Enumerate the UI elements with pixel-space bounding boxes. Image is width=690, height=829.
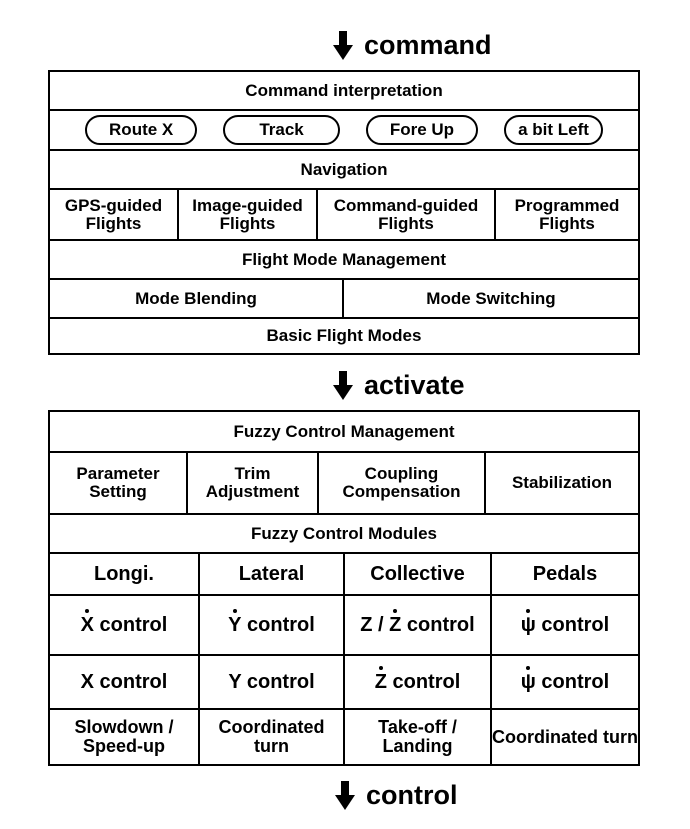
down-arrow-icon bbox=[332, 371, 354, 401]
z-prefix: Z / bbox=[360, 613, 390, 636]
flight-image-guided: Image-guided Flights bbox=[179, 190, 318, 239]
fuzzy-control-modules-title: Fuzzy Control Modules bbox=[250, 523, 438, 543]
takeoff-landing: Take-off / Landing bbox=[345, 710, 492, 764]
fuzzy-control-management-row bbox=[50, 412, 638, 453]
flight-mode-management-title: Flight Mode Management bbox=[242, 249, 446, 269]
header-lateral: Lateral bbox=[200, 554, 345, 594]
modules-row-1 bbox=[50, 596, 638, 656]
psi-dot-symbol-2: ψ bbox=[520, 670, 536, 693]
slowdown-speedup: Slowdown / Speed-up bbox=[50, 710, 200, 764]
command-interpretation-title: Command interpretation bbox=[245, 80, 443, 100]
header-collective: Collective bbox=[345, 554, 492, 594]
mode-switching: Mode Switching bbox=[426, 288, 556, 308]
management-items-row bbox=[50, 453, 638, 515]
psi-dot-symbol: ψ bbox=[520, 613, 536, 636]
modules-row-3 bbox=[50, 710, 638, 764]
z-dot-symbol: Z bbox=[389, 613, 402, 636]
header-pedals: Pedals bbox=[532, 562, 598, 585]
coordinated-turn-lateral: Coordinated turn bbox=[200, 710, 345, 764]
down-arrow-icon bbox=[334, 781, 356, 811]
flow-command bbox=[332, 30, 492, 61]
lower-block bbox=[48, 410, 640, 766]
flow-label-control: control bbox=[366, 780, 458, 810]
command-pill-route-x: Route X bbox=[85, 115, 197, 145]
stabilization: Stabilization bbox=[511, 473, 613, 493]
y-control: Y control bbox=[200, 656, 345, 708]
coupling-compensation: Coupling Compensation bbox=[319, 453, 486, 513]
upper-block bbox=[48, 70, 640, 355]
modules-header-row bbox=[50, 554, 638, 596]
flow-label-command: command bbox=[364, 30, 492, 60]
z-dot-symbol-2: Z bbox=[374, 670, 387, 693]
navigation-title: Navigation bbox=[300, 159, 388, 179]
command-pill-track: Track bbox=[223, 115, 339, 145]
z-zdot-control bbox=[345, 596, 492, 654]
z-zdot-control-label: control bbox=[401, 613, 475, 636]
y-dot-control bbox=[200, 596, 345, 654]
flight-programmed: Programmed Flights bbox=[514, 195, 620, 233]
down-arrow-icon bbox=[332, 31, 354, 61]
x-dot-symbol: X bbox=[80, 613, 94, 636]
mode-blending: Mode Blending bbox=[50, 280, 344, 317]
fuzzy-control-management-title: Fuzzy Control Management bbox=[233, 421, 455, 441]
x-control: X control bbox=[50, 656, 200, 708]
fuzzy-control-modules-row bbox=[50, 515, 638, 554]
psi-dot-control bbox=[492, 596, 638, 654]
flow-control bbox=[334, 780, 458, 811]
command-pill-a-bit-left: a bit Left bbox=[504, 115, 603, 145]
basic-flight-modes: Basic Flight Modes bbox=[266, 326, 422, 346]
basic-flight-modes-row bbox=[50, 319, 638, 353]
flight-command-guided: Command-guided Flights bbox=[318, 190, 496, 239]
x-dot-control-label: control bbox=[94, 613, 168, 636]
trim-adjustment: Trim Adjustment bbox=[188, 453, 319, 513]
modules-row-2 bbox=[50, 656, 638, 710]
x-dot-control bbox=[50, 596, 200, 654]
flight-gps-guided: GPS-guided Flights bbox=[50, 190, 179, 239]
y-dot-control-label: control bbox=[241, 613, 315, 636]
command-interpretation-row bbox=[50, 72, 638, 111]
header-longi: Longi. bbox=[50, 554, 200, 594]
z-dot-control-label: control bbox=[386, 670, 461, 693]
flights-row bbox=[50, 190, 638, 241]
parameter-setting: Parameter Setting bbox=[50, 453, 188, 513]
y-dot-symbol: Y bbox=[228, 613, 242, 636]
flow-label-activate: activate bbox=[364, 370, 465, 400]
psi-dot-control-label-2: control bbox=[535, 670, 610, 693]
navigation-row bbox=[50, 151, 638, 190]
psi-dot-control-label: control bbox=[535, 613, 610, 636]
z-dot-control bbox=[345, 656, 492, 708]
flow-activate bbox=[332, 370, 465, 401]
command-examples-row bbox=[50, 111, 638, 151]
coordinated-turn-pedals: Coordinated turn bbox=[492, 726, 638, 747]
flight-mode-management-row bbox=[50, 241, 638, 280]
psi-dot-control-2 bbox=[492, 656, 638, 708]
command-pill-fore-up: Fore Up bbox=[366, 115, 478, 145]
mode-items-row bbox=[50, 280, 638, 319]
